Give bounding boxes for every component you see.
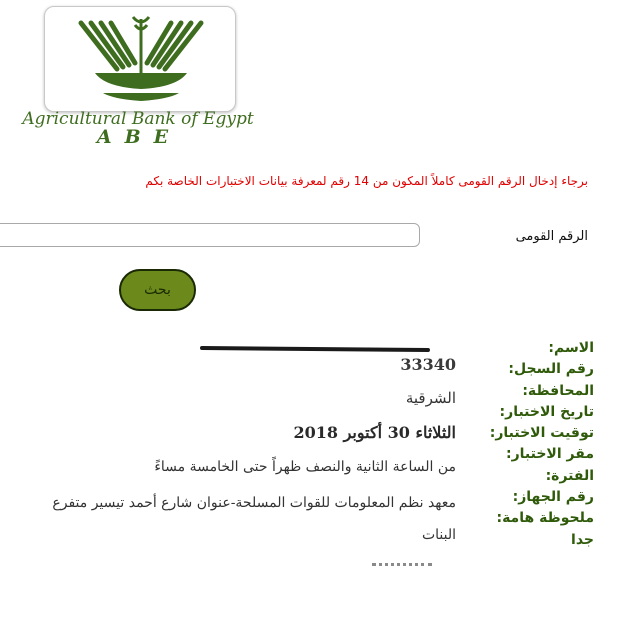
period-label: الفترة: xyxy=(545,467,594,484)
logo-bank-abbreviation: ABE xyxy=(96,126,182,148)
test-date-label: تاريخ الاختبار: xyxy=(499,403,594,420)
important-note-label: ملحوظة هامة: xyxy=(496,510,594,527)
test-time-label: توقيت الاختبار: xyxy=(489,425,594,442)
test-location-value: معهد نظم المعلومات للقوات المسلحة-عنوان شارع أحمد تيسير متفرع xyxy=(52,495,456,511)
logo-bank-name: Agricultural Bank of Egypt xyxy=(22,109,254,129)
name-label: الاسم: xyxy=(548,340,594,356)
wheat-boat-logo-icon xyxy=(73,13,209,105)
test-date-value: الثلاثاء 30 أكتوبر 2018 xyxy=(293,423,456,442)
result-field-labels xyxy=(464,338,594,551)
national-id-label: الرقم القومى xyxy=(515,229,588,244)
scan-bottom-dots xyxy=(372,563,432,567)
governorate-value: الشرقية xyxy=(405,389,456,407)
important-note-continuation: جدا xyxy=(571,531,594,548)
national-id-input[interactable] xyxy=(0,223,420,247)
test-location-value-continued: البنات xyxy=(421,527,456,543)
bank-logo xyxy=(44,6,236,112)
registration-number-label: رقم السجل: xyxy=(508,361,594,378)
search-button[interactable]: بحث xyxy=(119,269,196,311)
test-time-value: من الساعة الثانية والنصف ظهراً حتى الخامسة مساءً xyxy=(154,459,456,475)
instruction-text: برجاء إدخال الرقم القومى كاملاً المكون من 14 رقم لمعرفة بيانات الاختبارات الخاصة بكم xyxy=(145,174,588,188)
device-number-label: رقم الجهاز: xyxy=(512,489,594,506)
governorate-label: المحافظة: xyxy=(522,382,594,399)
registration-number-value: 33340 xyxy=(400,355,456,374)
result-values-image xyxy=(0,345,460,567)
test-location-label: مقر الاختبار: xyxy=(506,446,594,463)
scan-top-edge xyxy=(200,346,430,352)
